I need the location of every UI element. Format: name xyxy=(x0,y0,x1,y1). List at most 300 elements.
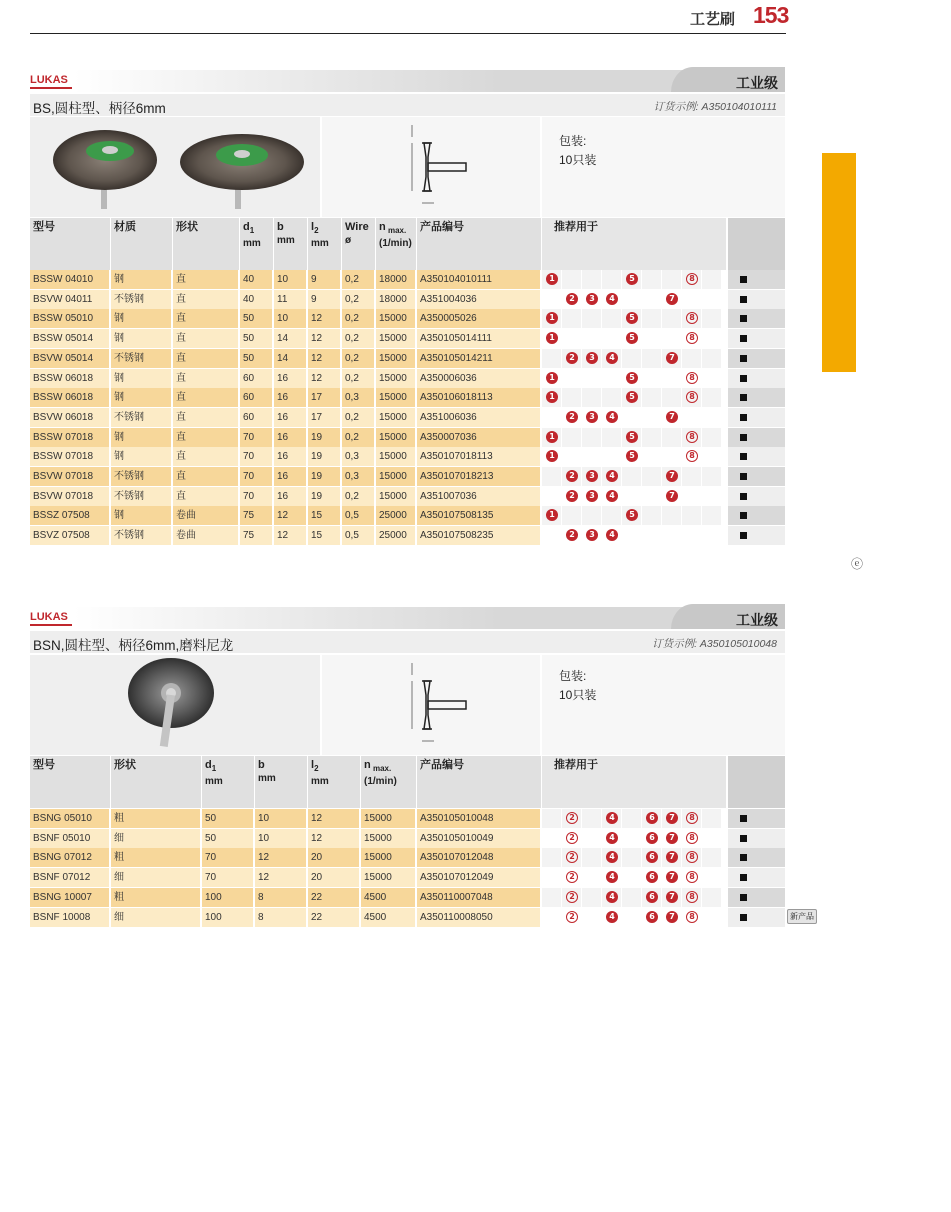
rec-marker-3: 3 xyxy=(586,470,598,482)
rec-slot xyxy=(542,888,561,907)
cell-material: 不锈钢 xyxy=(111,487,171,506)
rec-slot xyxy=(662,487,681,506)
select-cell[interactable] xyxy=(728,487,785,506)
rec-marker-1: 1 xyxy=(546,273,558,285)
rec-slot xyxy=(642,290,661,309)
rec-slot xyxy=(642,487,661,506)
rec-slot xyxy=(662,270,681,289)
rec-marker-4: 4 xyxy=(606,832,618,844)
pack-label: 包装: xyxy=(559,134,587,148)
select-cell[interactable] xyxy=(728,526,785,545)
rec-slot xyxy=(582,526,601,545)
rec-slot xyxy=(702,369,721,388)
cell-n: 15000 xyxy=(361,829,415,848)
select-cell[interactable] xyxy=(728,329,785,348)
rec-slot xyxy=(702,349,721,368)
cell-model: BSSW 04010 xyxy=(30,270,109,289)
cell-model: BSVW 07018 xyxy=(30,487,109,506)
cell-l2: 12 xyxy=(308,309,340,328)
header-rec: 推荐用于 xyxy=(542,218,726,270)
rec-marker-2: 2 xyxy=(566,470,578,482)
section2-grade: 工业级 xyxy=(736,612,778,628)
cell-model: BSVZ 07508 xyxy=(30,526,109,545)
rec-marker-2: 2 xyxy=(566,529,578,541)
rec-marker-1: 1 xyxy=(546,509,558,521)
rec-slot xyxy=(662,290,681,309)
rec-slot xyxy=(642,270,661,289)
section1-packaging xyxy=(542,117,785,217)
rec-slot xyxy=(542,868,561,887)
section2-product-photo xyxy=(30,655,320,755)
cell-wire: 0,2 xyxy=(342,349,374,368)
cell-n: 15000 xyxy=(376,467,415,486)
square-icon xyxy=(740,335,747,342)
select-cell[interactable] xyxy=(728,369,785,388)
cell-shape: 直 xyxy=(173,290,238,309)
rec-slot xyxy=(682,487,701,506)
rec-marker-4: 4 xyxy=(606,891,618,903)
cell-material: 钢 xyxy=(111,270,171,289)
rec-slot xyxy=(562,829,581,848)
cell-d1: 70 xyxy=(202,868,253,887)
cell-material: 钢 xyxy=(111,369,171,388)
cell-n: 15000 xyxy=(376,388,415,407)
cell-b: 16 xyxy=(274,447,306,466)
table-row xyxy=(30,270,785,289)
rec-marker-4: 4 xyxy=(606,293,618,305)
cell-model: BSSW 06018 xyxy=(30,369,109,388)
select-cell[interactable] xyxy=(728,868,785,887)
section1-image-row xyxy=(30,117,785,217)
cell-code: A350105014111 xyxy=(417,329,540,348)
rec-marker-6: 6 xyxy=(646,911,658,923)
rec-slot xyxy=(582,868,601,887)
cell-d1: 50 xyxy=(240,309,272,328)
rec-marker-8: 8 xyxy=(686,812,698,824)
rec-marker-4: 4 xyxy=(606,871,618,883)
rec-marker-3: 3 xyxy=(586,529,598,541)
rec-slot xyxy=(682,447,701,466)
cell-shape: 卷曲 xyxy=(173,506,238,525)
cell-b: 16 xyxy=(274,408,306,427)
rec-slot xyxy=(602,506,621,525)
cell-model: BSNG 07012 xyxy=(30,848,109,867)
rec-slot xyxy=(642,868,661,887)
rec-marker-5: 5 xyxy=(626,391,638,403)
rec-slot xyxy=(622,809,641,828)
rec-slot xyxy=(562,506,581,525)
rec-slot xyxy=(582,848,601,867)
select-cell[interactable] xyxy=(728,848,785,867)
rec-slot xyxy=(562,908,581,927)
cell-d1: 75 xyxy=(240,526,272,545)
rec-slot xyxy=(602,526,621,545)
cell-d1: 50 xyxy=(202,829,253,848)
cell-n: 4500 xyxy=(361,908,415,927)
cell-d1: 50 xyxy=(240,349,272,368)
rec-slot xyxy=(562,848,581,867)
cell-model: BSVW 06018 xyxy=(30,408,109,427)
rec-slot xyxy=(622,908,641,927)
rec-slot xyxy=(682,369,701,388)
side-tab-marker xyxy=(822,153,856,372)
rec-marker-7: 7 xyxy=(666,352,678,364)
cell-l2: 20 xyxy=(308,848,359,867)
cell-shape: 直 xyxy=(173,487,238,506)
rec-marker-7: 7 xyxy=(666,891,678,903)
side-mark: ⓔ xyxy=(851,557,864,571)
rec-slot xyxy=(542,487,561,506)
rec-marker-7: 7 xyxy=(666,293,678,305)
select-cell[interactable] xyxy=(728,809,785,828)
rec-marker-3: 3 xyxy=(586,293,598,305)
cell-b: 16 xyxy=(274,388,306,407)
rec-slot xyxy=(642,526,661,545)
rec-marker-6: 6 xyxy=(646,851,658,863)
cell-l2: 17 xyxy=(308,388,340,407)
header-rule xyxy=(30,33,786,34)
section2-image-row xyxy=(30,655,785,755)
select-cell[interactable] xyxy=(728,447,785,466)
page-section-title: 工艺刷 xyxy=(690,11,736,28)
rec-slot xyxy=(602,408,621,427)
header-code: 产品编号 xyxy=(417,756,541,808)
cell-material: 钢 xyxy=(111,447,171,466)
header-model: 型号 xyxy=(30,756,110,808)
rec-slot xyxy=(622,309,641,328)
section2-band xyxy=(30,607,785,629)
rec-marker-7: 7 xyxy=(666,411,678,423)
rec-slot xyxy=(602,270,621,289)
rec-slot xyxy=(582,428,601,447)
cell-model: BSNF 07012 xyxy=(30,868,109,887)
pack-value: 10只装 xyxy=(559,153,597,167)
rec-marker-2: 2 xyxy=(566,911,578,923)
cell-d1: 40 xyxy=(240,270,272,289)
rec-slot xyxy=(702,329,721,348)
rec-slot xyxy=(602,369,621,388)
rec-slot xyxy=(602,309,621,328)
select-cell[interactable] xyxy=(728,309,785,328)
rec-slot xyxy=(662,809,681,828)
section1-order-example: 订货示例: A350104010111 xyxy=(653,101,777,113)
cell-n: 15000 xyxy=(361,848,415,867)
cell-d1: 70 xyxy=(240,467,272,486)
cell-shape: 直 xyxy=(173,447,238,466)
cell-shape: 粗 xyxy=(111,888,200,907)
rec-slot xyxy=(582,908,601,927)
rec-slot xyxy=(702,908,721,927)
rec-slot xyxy=(682,408,701,427)
cell-model: BSVW 04011 xyxy=(30,290,109,309)
cell-n: 15000 xyxy=(376,349,415,368)
cell-b: 10 xyxy=(274,309,306,328)
rec-slot xyxy=(642,908,661,927)
rec-slot xyxy=(562,868,581,887)
rec-marker-5: 5 xyxy=(626,312,638,324)
rec-marker-1: 1 xyxy=(546,312,558,324)
cell-model: BSSW 05014 xyxy=(30,329,109,348)
rec-slot xyxy=(642,809,661,828)
header-end xyxy=(728,218,785,270)
rec-slot xyxy=(582,290,601,309)
header-wire: Wire ø xyxy=(342,218,375,270)
rec-marker-8: 8 xyxy=(686,851,698,863)
table-row xyxy=(30,349,785,368)
table-row xyxy=(30,309,785,328)
cell-shape: 细 xyxy=(111,829,200,848)
rec-slot xyxy=(542,447,561,466)
rec-slot xyxy=(602,868,621,887)
cell-shape: 直 xyxy=(173,369,238,388)
cell-code: A351004036 xyxy=(417,290,540,309)
rec-slot xyxy=(582,309,601,328)
square-icon xyxy=(740,493,747,500)
rec-slot xyxy=(562,290,581,309)
rec-slot xyxy=(602,848,621,867)
rec-slot xyxy=(642,388,661,407)
rec-marker-7: 7 xyxy=(666,871,678,883)
cell-material: 不锈钢 xyxy=(111,526,171,545)
cell-l2: 22 xyxy=(308,888,359,907)
rec-marker-5: 5 xyxy=(626,431,638,443)
rec-slot xyxy=(662,467,681,486)
rec-slot xyxy=(582,487,601,506)
select-cell[interactable] xyxy=(728,290,785,309)
select-cell[interactable] xyxy=(728,408,785,427)
section2-order-example: 订货示例: A350105010048 xyxy=(652,638,777,650)
rec-slot xyxy=(602,290,621,309)
rec-marker-5: 5 xyxy=(626,509,638,521)
cell-l2: 9 xyxy=(308,270,340,289)
rec-slot xyxy=(662,428,681,447)
cell-l2: 12 xyxy=(308,329,340,348)
rec-slot xyxy=(562,270,581,289)
rec-slot xyxy=(622,526,641,545)
cell-shape: 直 xyxy=(173,349,238,368)
select-cell[interactable] xyxy=(728,908,785,927)
cell-l2: 15 xyxy=(308,506,340,525)
cell-d1: 70 xyxy=(202,848,253,867)
cell-wire: 0,3 xyxy=(342,447,374,466)
rec-slot xyxy=(562,408,581,427)
rec-slot xyxy=(702,487,721,506)
cell-b: 12 xyxy=(255,848,306,867)
header-n: n $_{max.}$ (1/min) xyxy=(376,218,416,270)
cell-code: A351007036 xyxy=(417,487,540,506)
cell-l2: 17 xyxy=(308,408,340,427)
new-product-tag: 新产品 xyxy=(787,909,817,924)
rec-slot xyxy=(642,309,661,328)
wire-brush-photo xyxy=(30,117,320,217)
cell-n: 15000 xyxy=(376,408,415,427)
rec-slot xyxy=(662,447,681,466)
section2-drawing xyxy=(322,655,540,755)
cell-shape: 细 xyxy=(111,908,200,927)
rec-slot xyxy=(702,829,721,848)
rec-slot xyxy=(602,809,621,828)
rec-marker-3: 3 xyxy=(586,490,598,502)
select-cell[interactable] xyxy=(728,506,785,525)
rec-slot xyxy=(562,809,581,828)
cell-n: 25000 xyxy=(376,506,415,525)
cell-n: 18000 xyxy=(376,270,415,289)
cell-l2: 12 xyxy=(308,829,359,848)
rec-slot xyxy=(682,848,701,867)
cell-b: 14 xyxy=(274,349,306,368)
lukas-logo: LUKAS xyxy=(30,72,74,90)
rec-slot xyxy=(702,848,721,867)
rec-slot xyxy=(702,270,721,289)
rec-marker-5: 5 xyxy=(626,273,638,285)
rec-slot xyxy=(542,848,561,867)
cell-code: A350005026 xyxy=(417,309,540,328)
rec-slot xyxy=(602,888,621,907)
square-icon xyxy=(740,815,747,822)
cell-d1: 60 xyxy=(240,369,272,388)
cell-n: 15000 xyxy=(376,428,415,447)
cell-shape: 直 xyxy=(173,329,238,348)
cell-code: A350110008050 xyxy=(417,908,540,927)
square-icon xyxy=(740,835,747,842)
rec-marker-8: 8 xyxy=(686,871,698,883)
select-cell[interactable] xyxy=(728,428,785,447)
rec-slot xyxy=(602,388,621,407)
rec-slot xyxy=(642,369,661,388)
cell-material: 不锈钢 xyxy=(111,290,171,309)
rec-slot xyxy=(622,369,641,388)
rec-slot xyxy=(562,428,581,447)
rec-slot xyxy=(642,888,661,907)
cell-d1: 50 xyxy=(240,329,272,348)
rec-slot xyxy=(682,809,701,828)
rec-slot xyxy=(662,349,681,368)
rec-slot xyxy=(542,290,561,309)
rec-slot xyxy=(602,447,621,466)
rec-slot xyxy=(682,506,701,525)
cell-d1: 60 xyxy=(240,408,272,427)
rec-slot xyxy=(622,829,641,848)
rec-slot xyxy=(602,487,621,506)
rec-marker-1: 1 xyxy=(546,332,558,344)
rec-slot xyxy=(542,506,561,525)
rec-marker-8: 8 xyxy=(686,450,698,462)
rec-slot xyxy=(662,408,681,427)
rec-marker-2: 2 xyxy=(566,832,578,844)
rec-slot xyxy=(562,447,581,466)
rec-slot xyxy=(662,329,681,348)
cell-model: BSNG 10007 xyxy=(30,888,109,907)
dimension-drawing xyxy=(322,655,540,755)
header-l2: $l_2$ mm xyxy=(308,218,341,270)
table-row xyxy=(30,408,785,427)
cell-shape: 直 xyxy=(173,467,238,486)
cell-wire: 0,2 xyxy=(342,290,374,309)
cell-code: A350105010048 xyxy=(417,809,540,828)
select-cell[interactable] xyxy=(728,349,785,368)
rec-slot xyxy=(542,809,561,828)
cell-d1: 70 xyxy=(240,428,272,447)
cell-shape: 卷曲 xyxy=(173,526,238,545)
rec-marker-6: 6 xyxy=(646,871,658,883)
cell-n: 15000 xyxy=(376,309,415,328)
header-d1: $d_1$ mm xyxy=(202,756,254,808)
table-row xyxy=(30,868,785,887)
cell-shape: 直 xyxy=(173,428,238,447)
rec-slot xyxy=(682,428,701,447)
square-icon xyxy=(740,874,747,881)
rec-marker-4: 4 xyxy=(606,812,618,824)
rec-slot xyxy=(662,908,681,927)
section1-band xyxy=(30,70,785,92)
rec-slot xyxy=(662,526,681,545)
rec-slot xyxy=(682,868,701,887)
select-cell[interactable] xyxy=(728,270,785,289)
select-cell[interactable] xyxy=(728,467,785,486)
rec-slot xyxy=(682,290,701,309)
rec-slot xyxy=(622,848,641,867)
select-cell[interactable] xyxy=(728,388,785,407)
rec-slot xyxy=(642,506,661,525)
rec-marker-7: 7 xyxy=(666,470,678,482)
rec-slot xyxy=(682,309,701,328)
table-row xyxy=(30,506,785,525)
cell-n: 4500 xyxy=(361,888,415,907)
cell-d1: 50 xyxy=(202,809,253,828)
rec-slot xyxy=(582,349,601,368)
cell-n: 15000 xyxy=(376,447,415,466)
rec-marker-4: 4 xyxy=(606,470,618,482)
rec-slot xyxy=(702,467,721,486)
cell-b: 12 xyxy=(255,868,306,887)
cell-code: A350106018113 xyxy=(417,388,540,407)
rec-slot xyxy=(622,467,641,486)
cell-wire: 0,2 xyxy=(342,428,374,447)
cell-code: A350006036 xyxy=(417,369,540,388)
rec-slot xyxy=(562,888,581,907)
rec-marker-4: 4 xyxy=(606,529,618,541)
rec-slot xyxy=(702,526,721,545)
square-icon xyxy=(740,315,747,322)
rec-marker-6: 6 xyxy=(646,891,658,903)
rec-slot xyxy=(682,829,701,848)
square-icon xyxy=(740,434,747,441)
cell-material: 不锈钢 xyxy=(111,408,171,427)
rec-slot xyxy=(702,428,721,447)
square-icon xyxy=(740,414,747,421)
select-cell[interactable] xyxy=(728,888,785,907)
rec-slot xyxy=(682,329,701,348)
rec-slot xyxy=(622,487,641,506)
rec-slot xyxy=(622,506,641,525)
table-row xyxy=(30,369,785,388)
nylon-brush-photo xyxy=(30,655,320,755)
table-row xyxy=(30,467,785,486)
header-d1: $d_1$ mm xyxy=(240,218,273,270)
rec-slot xyxy=(682,888,701,907)
cell-d1: 70 xyxy=(240,487,272,506)
rec-slot xyxy=(662,829,681,848)
cell-wire: 0,2 xyxy=(342,408,374,427)
rec-slot xyxy=(582,467,601,486)
cell-wire: 0,2 xyxy=(342,369,374,388)
select-cell[interactable] xyxy=(728,829,785,848)
cell-shape: 粗 xyxy=(111,809,200,828)
section2-packaging xyxy=(542,655,785,755)
square-icon xyxy=(740,532,747,539)
rec-marker-2: 2 xyxy=(566,352,578,364)
square-icon xyxy=(740,854,747,861)
